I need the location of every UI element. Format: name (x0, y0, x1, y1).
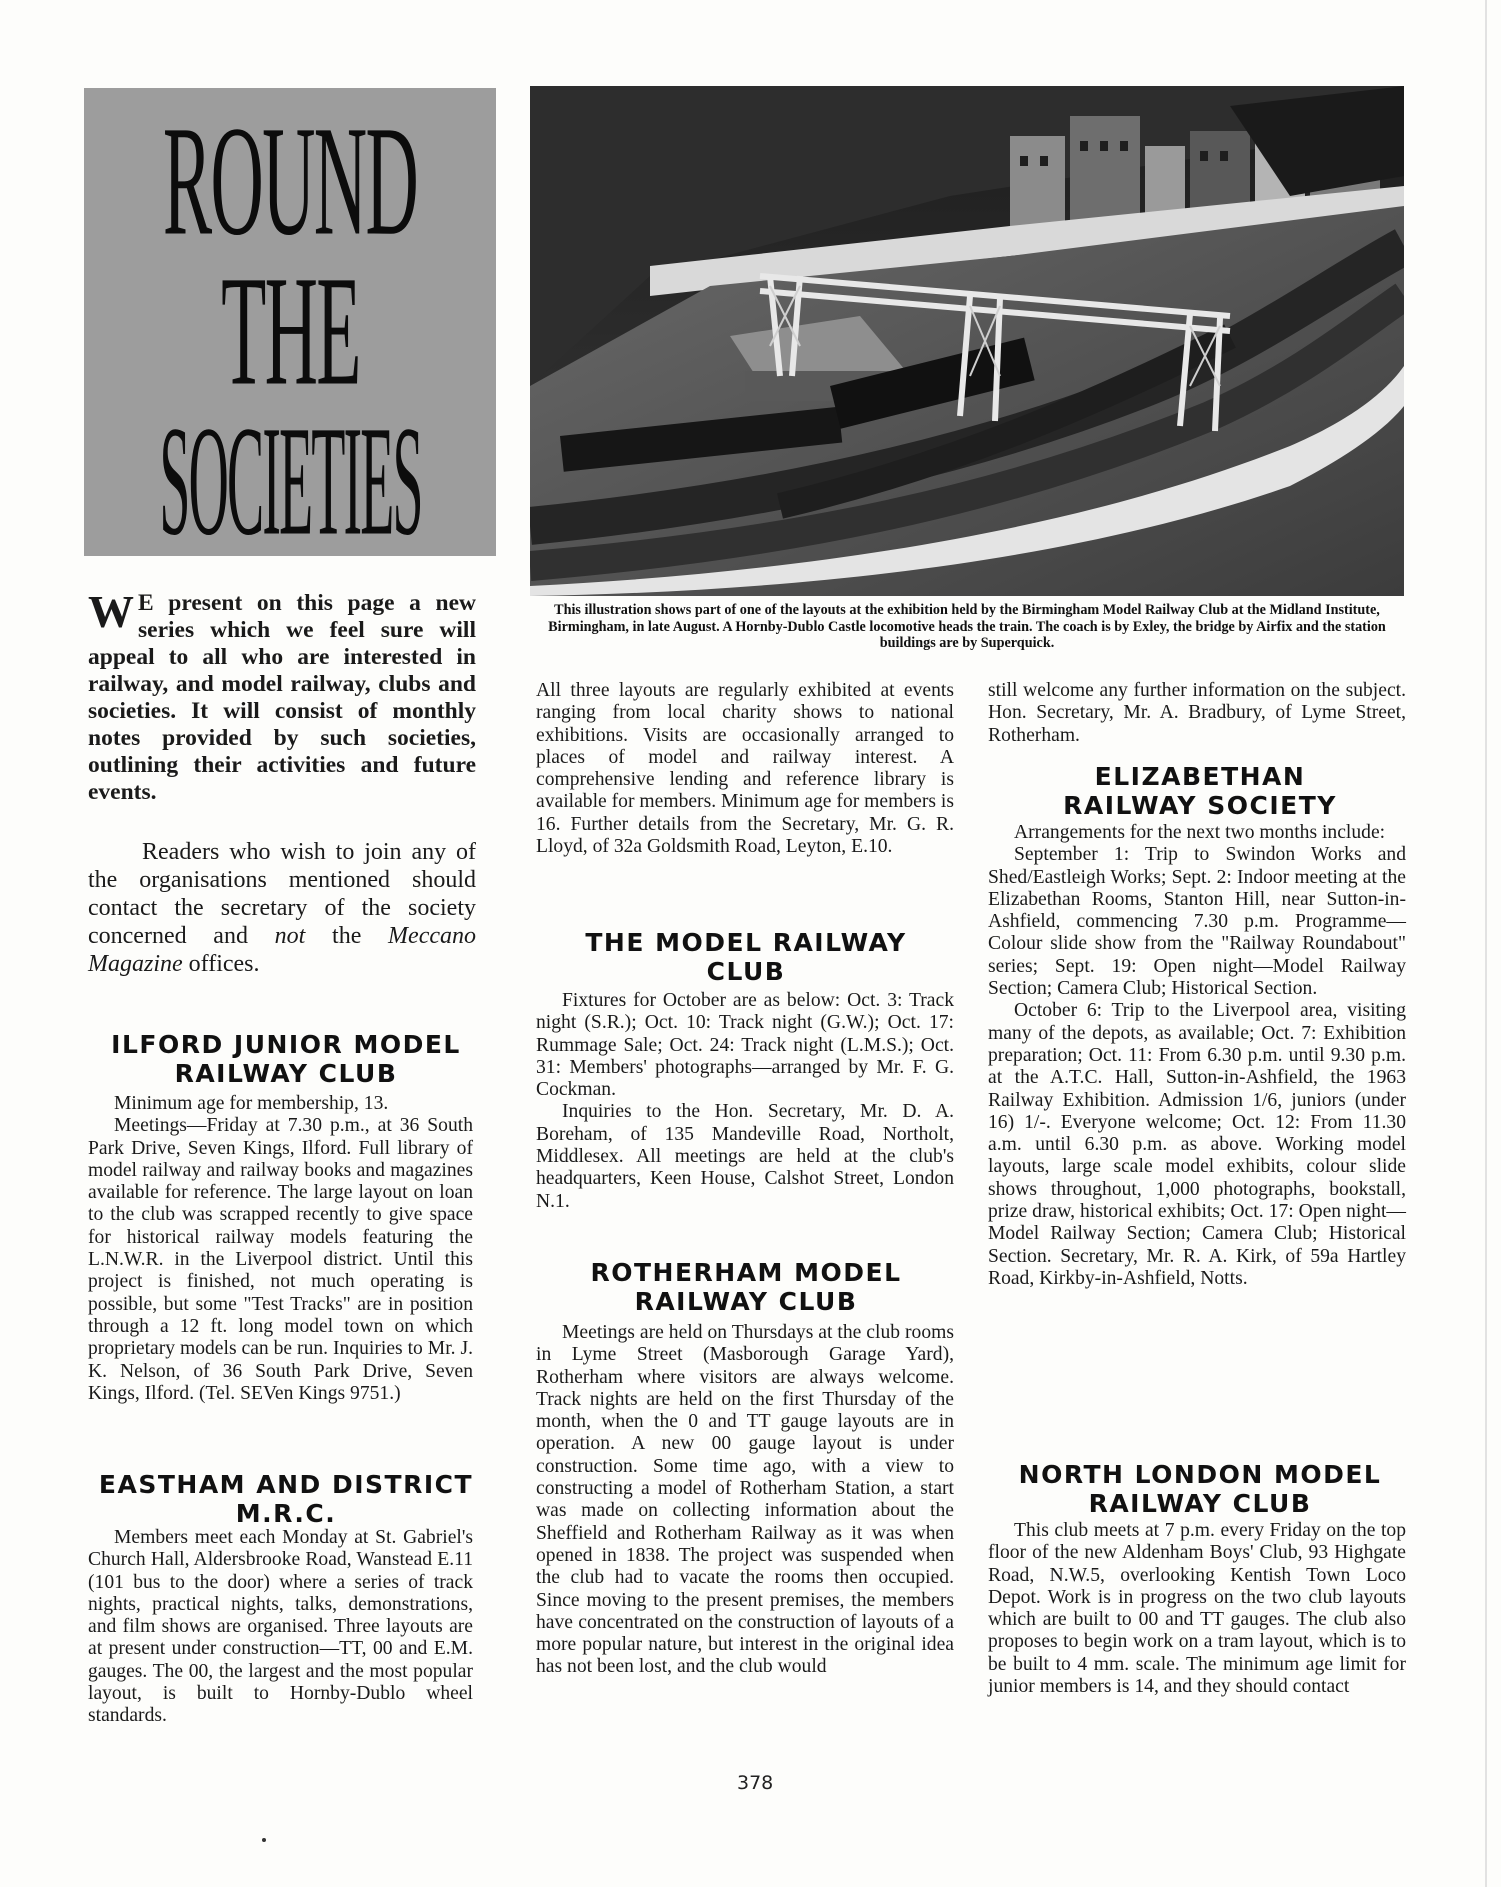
model-railway-layout-photo (530, 86, 1404, 596)
rotherham-paragraph-1: Meetings are held on Thursdays at the club rooms in Lyme Street (Masborough Garage Yard), Rotherham where visitors are always welcome. Track nights are held on the first Thursday of the month, when the 0 and TT gauge layouts are in operation. A new 00 gauge layout is under construction. Some time ago, with a view to constructing a model of Rotherham Station, a start was made on collecting information about the Sheffield and Rotherham Railway as it was when opened in 1838. The project was suspended when the club had to vacate the rooms then occupied. Since moving to the present premises, the members have concentrated on the construction of layouts of a more popular nature, but interest in the original idea has not been lost, and the club would (536, 1322, 954, 1678)
photo-caption: This illustration shows part of one of the layouts at the exhibition held by the Birmingham Model Railway Club at the Midland Institute, Birmingham, in late August. A Hornby-Dublo Castle locomotive heads the train. The coach is by Exley, the bridge by Airfix and the station buildings are by Superquick. (548, 602, 1386, 651)
section-north-london-body (988, 1520, 1406, 1698)
readers-text-middle: the (305, 923, 389, 949)
section-elizabethan-body (988, 822, 1406, 1290)
section-eastham-body (88, 1527, 473, 1728)
ilford-paragraph-1: Minimum age for membership, 13. (114, 1093, 389, 1114)
page-edge-line (1485, 0, 1487, 1887)
ilford-paragraph-2: Meetings—Friday at 7.30 p.m., at 36 South Park Drive, Seven Kings, Ilford. Full library of model railway and railway books and magazines available for reference. The large layout on loan to the club was scrapped recently to give space for historical railway models featuring the L.N.W.R. in the Liverpool district. Until this project is finished, not much operating is possible, but some "Test Tracks" are in position through a 12 ft. long model town on which proprietary models can be run. Inquiries to Mr. J. K. Nelson, of 36 South Park Drive, Seven Kings, Ilford. (Tel. SEVen Kings 9751.) (88, 1115, 473, 1404)
elizabethan-paragraph-3: October 6: Trip to the Liverpool area, visiting many of the depots, as available; Oct. 7: Exhibition preparation; Oct. 11: From 6.30 p.m. until 9.30 p.m. at the A.T.C. Hall, Sutton-in-Ashfield, the 1963 Railway Exhibition. Admission 1/6, juniors (under 16) 1/-. Everyone welcome; Oct. 12: From 11.30 a.m. until 6.30 p.m. as above. Working model layouts, large scale model exhibits, colour slide shows throughout, 1,000 photographs, bookstall, prize draw, historical exhibits; Oct. 17: Open night—Model Railway Section; Camera Club; Historical Section. Secretary, Mr. R. A. Kirk, of 59a Hartley Road, Kirkby-in-Ashfield, Notts. (988, 1000, 1406, 1289)
intro-paragraph (88, 586, 476, 806)
title-panel (84, 88, 496, 556)
north-london-paragraph-1: This club meets at 7 p.m. every Friday on the top floor of the new Aldenham Boys' Club, 93 Highgate Road, N.W.5, overlooking Kentish Town Loco Depot. Work is in progress on the two club layouts which are built to 00 and TT gauges. The club also proposes to begin work on a tram layout, which is to be built to 4 mm. scale. The minimum age limit for junior members is 14, and they should contact (988, 1520, 1406, 1698)
model-railway-club-paragraph-2: Inquiries to the Hon. Secretary, Mr. D. A. Boreham, of 135 Mandeville Road, Northolt, Middlesex. All meetings are held at the club's headquarters, Keen House, Calshot Street, London N.1. (536, 1101, 954, 1212)
section-ilford-body (88, 1093, 473, 1405)
heading-ilford: ILFORD JUNIOR MODEL RAILWAY CLUB (111, 1030, 461, 1088)
readers-paragraph (88, 838, 476, 978)
readers-magazine-name: Meccano Magazine (88, 923, 476, 977)
heading-model-railway-club: THE MODEL RAILWAY CLUB (585, 928, 907, 986)
page-number: 378 (737, 1772, 774, 1794)
dropcap: W (88, 586, 134, 637)
heading-north-london: NORTH LONDON MODEL RAILWAY CLUB (1018, 1460, 1382, 1518)
heading-elizabethan: ELIZABETHAN RAILWAY SOCIETY (1063, 762, 1337, 820)
readers-text-before: Readers who wish to join any of the organisations mentioned should contact the secretary of the society concerned and (88, 839, 476, 949)
title-line-round: ROUND (162, 95, 418, 269)
model-railway-club-paragraph-1: Fixtures for October are as below: Oct. 3: Track night (S.R.); Oct. 10: Track night (G.W.); Oct. 17: Rummage Sale; Oct. 24: Track night (L.M.S.); Oct. 31: Members' photographs—arranged by Mr. F. G. Cockman. (536, 990, 954, 1101)
eastham-paragraph-1: Members meet each Monday at St. Gabriel's Church Hall, Aldersbrooke Road, Wanstead E.11 (101 bus to the door) where a series of track nights, practical nights, talks, demonstrations, and film shows are organised. Three layouts are at present under construction—TT, 00 and E.M. gauges. The 00, the largest and the most popular layout, is built to Hornby-Dublo wheel standards. (88, 1527, 473, 1727)
print-speck (262, 1838, 266, 1842)
title-line-societies: SOCIETIES (158, 395, 422, 556)
readers-text-after: offices. (182, 951, 260, 977)
intro-text: E present on this page a new series which we feel sure will appeal to all who are interested in railway, and model railway, clubs and societies. It will consist of monthly notes provided by such societies, outlining their activities and future events. (88, 590, 476, 805)
rotherham-continued-paragraph: still welcome any further information on the subject. Hon. Secretary, Mr. A. Bradbury, of Lyme Street, Rotherham. (988, 680, 1406, 746)
section-model-railway-club-body (536, 990, 954, 1213)
eastham-continued-paragraph: All three layouts are regularly exhibited at events ranging from local charity shows to national exhibitions. Visits are occasionally arranged to places of model and railway interest. A comprehensive lending and reference library is available for members. Minimum age for members is 16. Further details from the Secretary, Mr. G. R. Lloyd, of 32a Goldsmith Road, Leyton, E.10. (536, 680, 954, 858)
heading-rotherham: ROTHERHAM MODEL RAILWAY CLUB (590, 1258, 902, 1316)
section-eastham-continued (536, 680, 954, 858)
elizabethan-paragraph-1: Arrangements for the next two months include: (1014, 822, 1386, 843)
readers-not: not (274, 923, 306, 949)
elizabethan-paragraph-2: September 1: Trip to Swindon Works and Shed/Eastleigh Works; Sept. 2: Indoor meeting at the Elizabethan Rooms, Stanton Hill, near Sutton-in-Ashfield, commencing 7.30 p.m. Programme—Colour slide show from the "Railway Roundabout" series; Sept. 19: Open night—Model Railway Section; Camera Club; Historical Section. (988, 844, 1406, 1000)
section-rotherham-body (536, 1322, 954, 1679)
layout-photo-illustration (530, 86, 1404, 596)
section-rotherham-continued (988, 680, 1406, 747)
heading-eastham: EASTHAM AND DISTRICT M.R.C. (98, 1470, 474, 1528)
title-line-the: THE (220, 245, 360, 419)
